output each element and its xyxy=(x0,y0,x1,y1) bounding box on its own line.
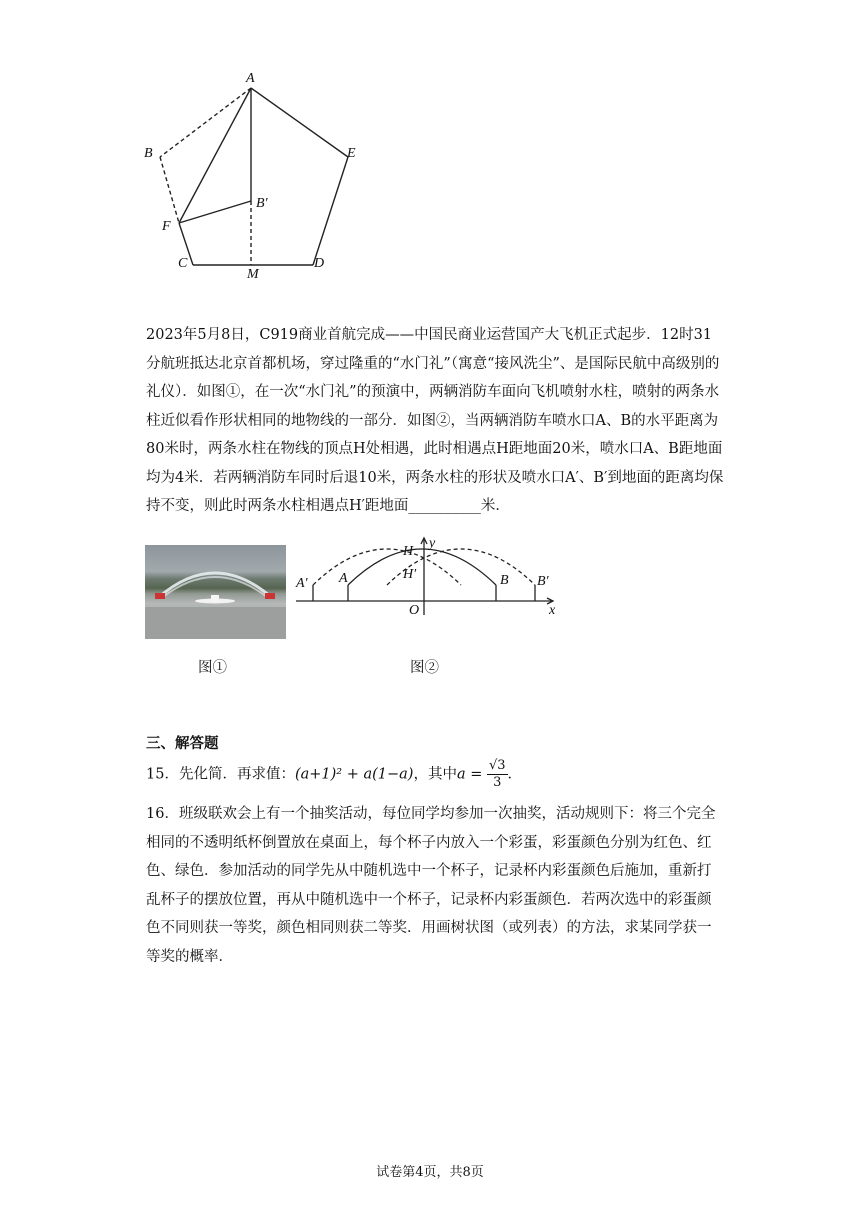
label-A: A xyxy=(246,71,255,86)
question-14-text: 2023年5月8日，C919商业首航完成——中国民商业运营国产大飞机正式起步．12时31分航班抵达北京首都机场，穿过隆重的“水门礼”（寓意“接风洗尘”、是国际民航中高级别的礼仪）．如图①，在一次“水门礼”的预演中，两辆消防车面向飞机喷射水柱，喷射的两条水柱近似看作形状相同的地物线的一部分．如图②，当两辆消防车喷水口A、B的水平距离为80米时，两条水柱在物线的顶点H处相遇，此时相遇点H距地面20米，喷水口A、B距地面均为4米．若两辆消防车同时后退10米，两条水柱的形状及喷水口A′、B′到地面的距离均保持不变，则此时两条水柱相遇点H′距地面__________米． xyxy=(146,327,724,514)
question-15-variable: a xyxy=(456,766,466,783)
question-15 xyxy=(146,758,724,791)
question-15-end: ． xyxy=(507,766,523,783)
label-M: M xyxy=(247,267,259,282)
graph-label-x: x xyxy=(549,603,556,618)
fraction-numerator: √3 xyxy=(488,758,506,773)
graph-label-O: O xyxy=(409,603,420,618)
question-15-fraction xyxy=(487,758,508,791)
section-title: 三、解答题 xyxy=(146,736,219,752)
graph-label-y: y xyxy=(429,536,436,551)
pentagon-figure xyxy=(130,60,380,285)
graph-label-H-prime: H′ xyxy=(403,567,417,582)
graph-label-H: H xyxy=(403,544,414,559)
graph-label-B: B xyxy=(500,573,509,588)
question-15-equals: = xyxy=(465,766,487,783)
graph-label-A-prime: A′ xyxy=(296,576,308,591)
question-15-expression: (a+1)² + a(1−a) xyxy=(294,766,414,783)
label-F: F xyxy=(162,219,171,234)
parabola-graph xyxy=(290,534,570,618)
question-14 xyxy=(146,321,724,521)
caption-figure-2: 图② xyxy=(410,660,439,676)
label-D: D xyxy=(314,256,325,271)
question-16 xyxy=(146,800,724,971)
page-footer: 试卷第4页，共8页 xyxy=(376,1165,484,1180)
fraction-denominator: 3 xyxy=(493,775,502,790)
graph-label-B-prime: B′ xyxy=(537,574,549,589)
label-B-prime: B′ xyxy=(256,196,268,211)
water-salute-photo xyxy=(145,545,286,639)
label-B: B xyxy=(144,146,153,161)
question-16-text: 16．班级联欢会上有一个抽奖活动，每位同学均参加一次抽奖，活动规则下：将三个完全相同的不透明纸杯倒置放在桌面上，每个杯子内放入一个彩蛋，彩蛋颜色分别为红色、红色、绿色．参加活动的同学先从中随机选中一个杯子，记录杯内彩蛋颜色后施加，重新打乱杯子的摆放位置，再从中随机选中一个杯子，记录杯内彩蛋颜色．若两次选中的彩蛋颜色不同则获一等奖，颜色相同则获二等奖．用画树状图（或列表）的方法，求某同学获一等奖的概率． xyxy=(146,806,716,965)
label-C: C xyxy=(178,256,188,271)
label-E: E xyxy=(347,146,356,161)
question-15-mid: ，其中 xyxy=(413,766,457,783)
caption-figure-1: 图① xyxy=(198,660,227,676)
graph-label-A: A xyxy=(339,571,348,586)
question-15-prefix: 15．先化简．再求值： xyxy=(146,766,295,783)
